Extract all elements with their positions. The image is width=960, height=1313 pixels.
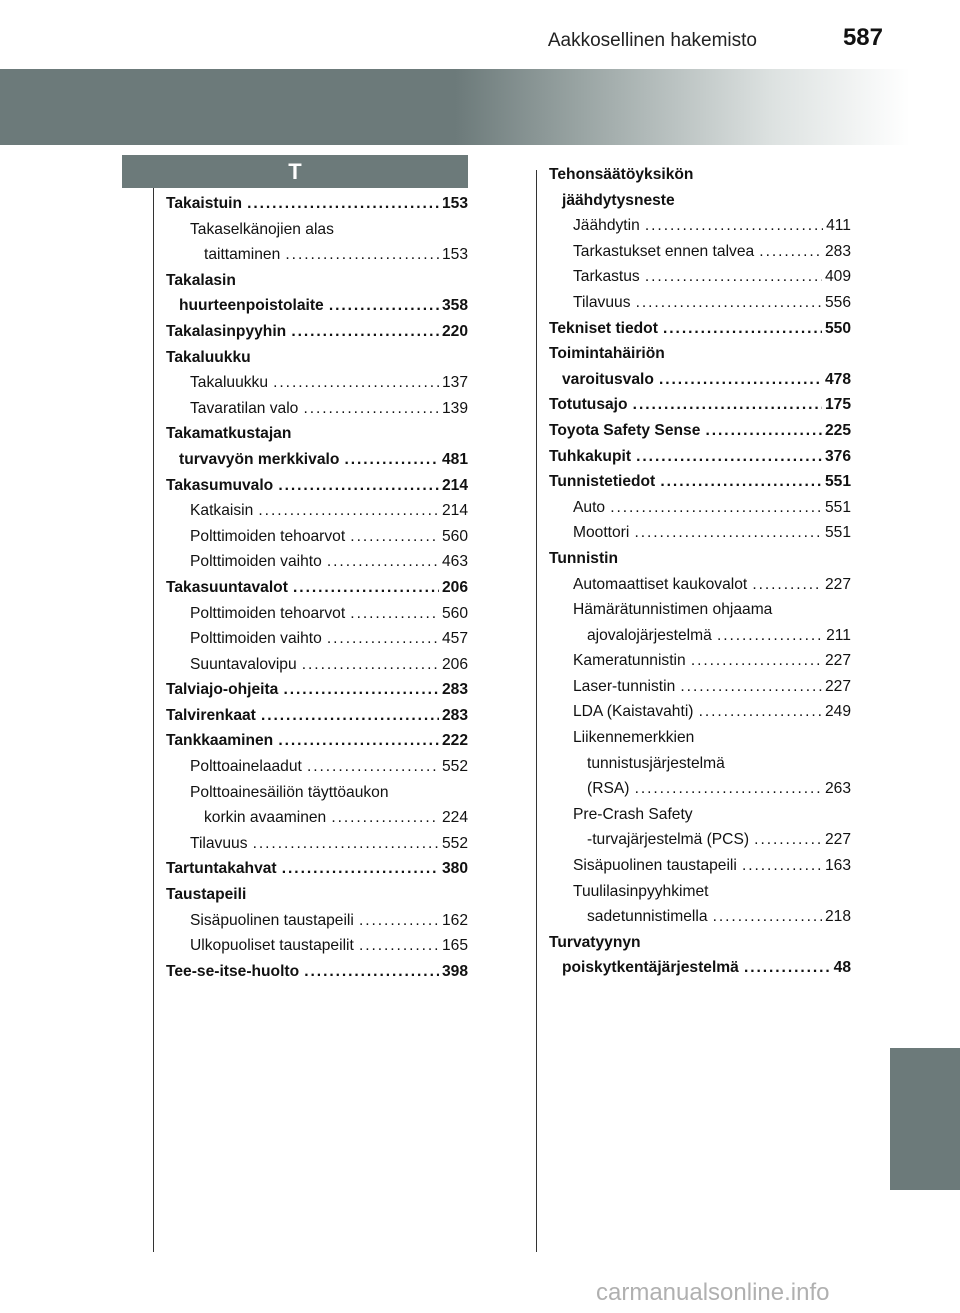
index-entry [166, 524, 468, 550]
index-entry [549, 930, 851, 956]
index-entry [549, 623, 851, 649]
index-entry [166, 728, 468, 754]
index-entry-text: tunnistusjärjestelmä [587, 754, 725, 772]
index-entry [549, 879, 851, 905]
index-entry [549, 213, 851, 239]
index-entry [549, 418, 851, 444]
index-entry-text: Takaistuin [166, 195, 242, 212]
index-entry [166, 933, 468, 959]
index-entry-page: 398 [439, 959, 468, 985]
index-entry [166, 959, 468, 985]
index-entry-page: 153 [439, 242, 468, 268]
index-entry-text: sadetunnistimella [587, 908, 708, 926]
index-entry [166, 345, 468, 371]
index-entry-text: Takaluukku [190, 374, 269, 392]
index-entry [549, 290, 851, 316]
index-entry-text: Hämärätunnistimen ohjaama [573, 601, 773, 619]
index-entry-text: Polttimoiden vaihto [190, 553, 322, 571]
index-entry-text: jäähdytysneste [562, 191, 675, 209]
index-entry-text: korkin avaaminen [204, 809, 327, 827]
column-divider-right [536, 170, 537, 1252]
index-entry-text: Liikennemerkkien [573, 729, 695, 747]
index-entry-text: Toyota Safety Sense [549, 421, 701, 439]
index-entry [166, 268, 468, 294]
index-entry-text: Polttoainesäiliön täyttöaukon [190, 783, 389, 801]
column-divider-left [153, 188, 154, 1252]
index-entry-page: 220 [439, 319, 468, 345]
index-entry-text: Takalasin [166, 271, 236, 289]
index-entry [549, 674, 851, 700]
index-entry-page: 206 [439, 652, 468, 678]
index-entry-text: Tunnistin [549, 549, 618, 567]
index-entry [549, 162, 851, 188]
index-entry-text: poiskytkentäjärjestelmä [562, 959, 739, 977]
index-entry-page: 560 [439, 601, 468, 627]
index-entry [166, 421, 468, 447]
index-entry [549, 341, 851, 367]
index-entry-text: Polttimoiden vaihto [190, 630, 322, 648]
index-entry-page: 560 [439, 524, 468, 550]
index-entry-page: 551 [822, 469, 851, 495]
index-entry-page: 227 [822, 827, 851, 853]
index-entry-text: Polttimoiden tehoarvot [190, 527, 346, 545]
index-entry [549, 188, 851, 214]
index-entry-text: Katkaisin [190, 502, 254, 520]
index-entry-page: 137 [439, 370, 468, 396]
index-entry-page: 225 [822, 418, 851, 444]
index-entry [549, 802, 851, 828]
index-entry-text: Polttimoiden tehoarvot [190, 604, 346, 622]
index-entry-page: 163 [822, 853, 851, 879]
index-entry [549, 520, 851, 546]
index-entry-text: Sisäpuolinen taustapeili [573, 857, 737, 875]
index-entry-page: 249 [822, 699, 851, 725]
side-tab [890, 1048, 960, 1190]
index-entry [166, 601, 468, 627]
index-entry [166, 575, 468, 601]
index-entry [549, 367, 851, 393]
index-entry-page: 283 [439, 677, 468, 703]
index-entry-text: Takasumuvalo [166, 476, 274, 494]
index-entry [549, 495, 851, 521]
index-entry-page: 552 [439, 754, 468, 780]
index-entry-page: 263 [822, 776, 851, 802]
index-entry-page: 224 [439, 805, 468, 831]
index-entry [549, 546, 851, 572]
index-entry-text: -turvajärjestelmä (PCS) [587, 831, 750, 849]
index-entry-page: 162 [439, 908, 468, 934]
index-entry-page: 283 [822, 239, 851, 265]
index-entry [166, 191, 468, 217]
index-entry-text: Suuntavalovipu [190, 655, 297, 673]
index-entry-text: Tilavuus [573, 293, 631, 311]
index-entry-page: 206 [439, 575, 468, 601]
index-entry-page: 358 [439, 293, 468, 319]
index-entry-text: Tehonsäätöyksikön [549, 166, 694, 183]
index-column-2 [549, 162, 851, 981]
index-entry-page: 409 [822, 264, 851, 290]
index-entry [549, 316, 851, 342]
index-entry [166, 217, 468, 243]
index-entry [549, 827, 851, 853]
index-entry [166, 396, 468, 422]
index-entry-page: 214 [439, 473, 468, 499]
index-entry-text: Tilavuus [190, 834, 248, 852]
index-entry-text: LDA (Kaistavahti) [573, 703, 694, 721]
page-number: 587 [842, 24, 883, 51]
index-entry-page: 481 [439, 447, 468, 473]
index-entry [166, 447, 468, 473]
index-entry [166, 319, 468, 345]
index-entry [166, 754, 468, 780]
index-entry [166, 652, 468, 678]
index-entry-text: Talvirenkaat [166, 706, 256, 724]
index-entry-text: turvavyön merkkivalo [179, 450, 340, 468]
index-entry-page: 478 [822, 367, 851, 393]
index-entry-page: 463 [439, 549, 468, 575]
index-entry-text: Moottori [573, 524, 630, 542]
section-letter: T [122, 155, 468, 188]
index-entry [166, 780, 468, 806]
index-entry-text: Tuulilasinpyyhkimet [573, 882, 709, 900]
index-entry [166, 703, 468, 729]
index-entry-text: (RSA) [587, 780, 630, 798]
index-entry-page: 153 [439, 191, 468, 217]
index-entry-page: 552 [439, 831, 468, 857]
index-entry-page: 218 [822, 904, 851, 930]
index-entry-text: Totutusajo [549, 396, 628, 414]
index-entry [166, 908, 468, 934]
index-entry-text: Ulkopuoliset taustapeilit [190, 937, 354, 955]
index-entry [166, 242, 468, 268]
index-entry-text: Tuhkakupit [549, 447, 632, 465]
index-entry-text: Tartuntakahvat [166, 860, 277, 878]
index-entry-page: 211 [823, 623, 851, 649]
index-entry [166, 498, 468, 524]
index-entry-text: Takamatkustajan [166, 425, 292, 443]
index-entry [549, 264, 851, 290]
index-entry [549, 239, 851, 265]
index-entry-page: 556 [822, 290, 851, 316]
index-entry [166, 882, 468, 908]
index-entry-text: Tankkaaminen [166, 732, 274, 750]
index-entry-page: 175 [822, 392, 851, 418]
index-entry-text: Automaattiset kaukovalot [573, 575, 748, 593]
index-entry-page: 283 [439, 703, 468, 729]
index-entry [166, 831, 468, 857]
index-entry [549, 469, 851, 495]
index-entry-page: 457 [439, 626, 468, 652]
index-entry-text: Tarkastukset ennen talvea [573, 242, 755, 260]
index-entry [549, 853, 851, 879]
index-entry-page: 551 [822, 520, 851, 546]
index-entry-page: 227 [822, 648, 851, 674]
index-entry [549, 699, 851, 725]
index-entry-text: Talviajo-ohjeita [166, 681, 279, 699]
index-entry-text: Takalasinpyyhin [166, 322, 287, 340]
index-entry-page: 222 [439, 728, 468, 754]
index-entry [166, 805, 468, 831]
index-entry-page: 214 [439, 498, 468, 524]
index-entry-text: Sisäpuolinen taustapeili [190, 911, 354, 929]
index-entry [166, 677, 468, 703]
index-entry [549, 648, 851, 674]
index-entry [549, 597, 851, 623]
index-entry-text: Taustapeili [166, 886, 247, 904]
index-entry-text: Auto [573, 498, 606, 516]
index-entry-text: Takasuuntavalot [166, 578, 288, 596]
index-entry-page: 551 [822, 495, 851, 521]
index-entry-page: 48 [831, 955, 851, 981]
index-entry-text: Laser-tunnistin [573, 677, 676, 695]
index-entry-text: Tarkastus [573, 268, 640, 286]
index-entry [549, 776, 851, 802]
index-column-1 [166, 191, 468, 984]
index-entry [549, 572, 851, 598]
index-entry-text: Turvatyynyn [549, 933, 641, 951]
index-entry-text: Kameratunnistin [573, 652, 686, 670]
index-entry-text: Pre-Crash Safety [573, 805, 693, 823]
index-entry-page: 227 [822, 674, 851, 700]
index-entry-page: 376 [822, 444, 851, 470]
index-entry-text: Tee-se-itse-huolto [166, 962, 300, 980]
watermark: carmanualsonline.info [596, 1279, 830, 1306]
index-entry [166, 549, 468, 575]
index-entry [549, 392, 851, 418]
index-entry-text: ajovalojärjestelmä [587, 626, 712, 644]
index-entry-text: Tekniset tiedot [549, 319, 658, 337]
index-entry [549, 725, 851, 751]
index-entry-page: 139 [439, 396, 468, 422]
index-entry [549, 751, 851, 777]
index-entry-page: 411 [823, 213, 851, 239]
index-entry-text: Tunnistetiedot [549, 473, 656, 491]
index-entry [166, 626, 468, 652]
index-entry [549, 904, 851, 930]
index-entry-page: 227 [822, 572, 851, 598]
index-entry-text: Toimintahäiriön [549, 345, 665, 363]
index-entry-text: Tavaratilan valo [190, 399, 299, 417]
index-entry-page: 550 [822, 316, 851, 342]
index-entry-text: taittaminen [204, 246, 281, 264]
index-entry [166, 473, 468, 499]
header-title: Aakkosellinen hakemisto [547, 30, 757, 51]
header-band [0, 69, 910, 145]
index-entry-text: Jäähdytin [573, 217, 640, 235]
index-entry [166, 370, 468, 396]
index-entry-text: Takaselkänojien alas [190, 220, 334, 238]
index-entry [549, 444, 851, 470]
index-entry [166, 293, 468, 319]
index-entry [549, 955, 851, 981]
index-entry-text: Polttoainelaadut [190, 758, 302, 776]
index-entry-text: huurteenpoistolaite [179, 297, 324, 315]
index-entry-text: varoitusvalo [562, 370, 654, 388]
index-entry-text: Takaluukku [166, 348, 251, 366]
index-entry [166, 856, 468, 882]
index-entry-page: 165 [439, 933, 468, 959]
index-entry-page: 380 [439, 856, 468, 882]
